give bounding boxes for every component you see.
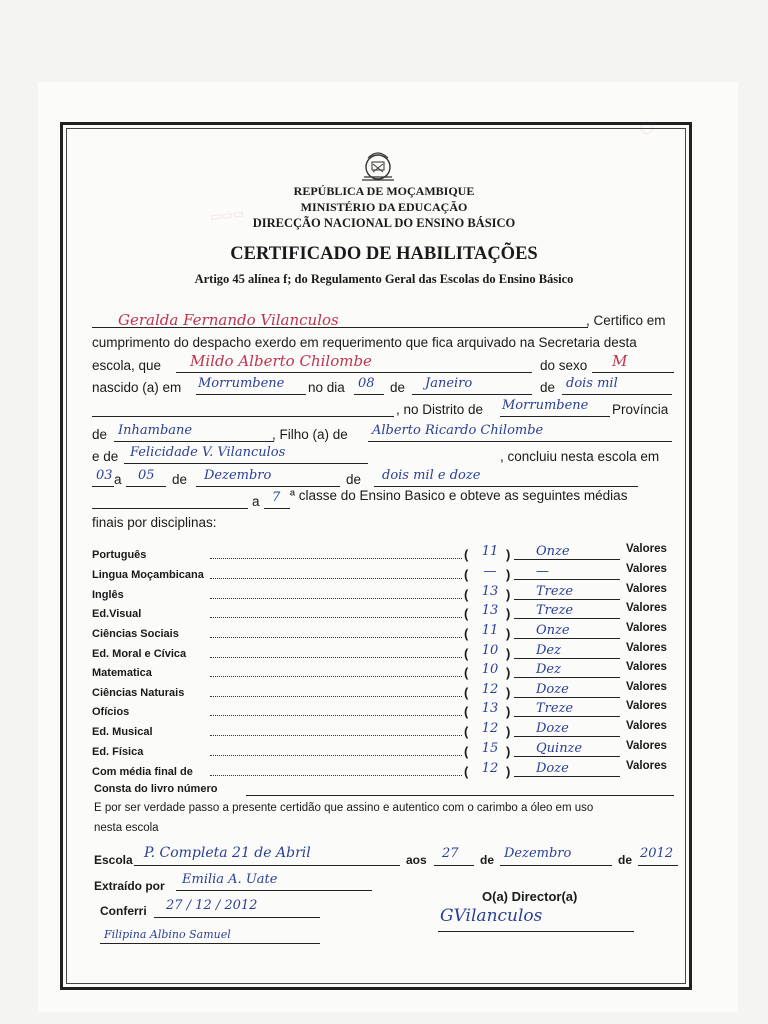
grade-words: Onze: [536, 544, 570, 559]
ministry-heading: MINISTÉRIO DA EDUCAÇÃO: [300, 200, 468, 214]
province-handwritten: Inhambane: [118, 423, 193, 438]
grade-subject: Ciências Sociais: [92, 628, 179, 640]
grade-subject: Ed. Musical: [92, 726, 153, 738]
grade-words: Doze: [536, 761, 569, 776]
score-close-paren: ): [506, 646, 511, 661]
grade-subject: Matematica: [92, 667, 152, 679]
republic-heading: REPÚBLICA DE MOÇAMBIQUE: [293, 184, 475, 198]
score-close-paren: ): [506, 685, 511, 700]
grade-words-line: [514, 697, 620, 698]
grade-words: Treze: [536, 603, 574, 618]
de-label-2: de: [540, 380, 556, 395]
month-handwritten: Dezembro: [504, 846, 572, 861]
e-de-label: e de: [92, 449, 119, 464]
score-open-paren: (: [464, 704, 469, 719]
aos-label: aos: [406, 853, 427, 867]
concluiu-label: , concluiu nesta escola em: [500, 449, 660, 464]
day-handwritten: 27: [442, 846, 459, 861]
conferri-date-handwritten: 27 / 12 / 2012: [166, 898, 258, 913]
grade-score: 13: [481, 701, 499, 716]
score-open-paren: (: [464, 587, 469, 602]
a-label: a: [114, 472, 122, 487]
score-open-paren: (: [464, 724, 469, 739]
grade-leader-dots: [210, 735, 462, 736]
grade-leader-dots: [210, 775, 462, 776]
grade-words: Doze: [536, 682, 569, 697]
score-close-paren: ): [506, 547, 511, 562]
valores-label: Valores: [626, 622, 667, 634]
grade-leader-dots: [210, 696, 462, 697]
director-name-handwritten: Geralda Fernando Vilanculos: [118, 311, 339, 329]
score-close-paren: ): [506, 567, 511, 582]
grade-leader-dots: [210, 637, 462, 638]
grade-leader-dots: [210, 676, 462, 677]
escola-que-label: escola, que: [92, 358, 162, 373]
grade-words: Onze: [536, 623, 570, 638]
year-handwritten: 2012: [640, 846, 674, 861]
grade-score: 15: [481, 741, 499, 756]
grade-score: 12: [481, 761, 499, 776]
grade-words: Quinze: [536, 741, 583, 756]
score-close-paren: ): [506, 764, 511, 779]
de-label-1: de: [390, 380, 406, 395]
certifico-text: , Certifico em: [586, 313, 666, 328]
score-open-paren: (: [464, 567, 469, 582]
sex-handwritten: M: [612, 352, 628, 370]
score-close-paren: ): [506, 665, 511, 680]
valores-label: Valores: [626, 720, 667, 732]
director-signature: GVilanculos: [440, 906, 543, 926]
grade-words: Doze: [536, 721, 569, 736]
provincia-label: Província: [612, 402, 669, 417]
grade-score: 11: [481, 623, 499, 638]
grade-score: —: [483, 564, 497, 579]
grade-words: Dez: [536, 662, 561, 677]
student-name-handwritten: Mildo Alberto Chilombe: [190, 352, 372, 370]
a-label-2: a: [252, 494, 260, 509]
grade-leader-dots: [210, 715, 462, 716]
verdade-line-2: nesta escola: [94, 822, 159, 834]
de-footer-label-2: de: [618, 853, 633, 867]
despacho-text: cumprimento do despacho exerdo em requerimento que fica arquivado na Secretaria desta: [92, 335, 637, 350]
grade-subject: Português: [92, 549, 147, 561]
de-label-4: de: [172, 472, 188, 487]
filho-label: , Filho (a) de: [272, 427, 348, 442]
score-close-paren: ): [506, 744, 511, 759]
certificate-title: CERTIFICADO DE HABILITAÇÕES: [230, 244, 538, 264]
grade-leader-dots: [210, 578, 462, 579]
finais-text: finais por disciplinas:: [92, 515, 217, 530]
director-label: O(a) Director(a): [482, 889, 578, 904]
distrito-label: , no Distrito de: [396, 402, 484, 417]
score-open-paren: (: [464, 626, 469, 641]
mozambique-emblem-icon: [359, 150, 397, 184]
grade-score: 13: [481, 584, 499, 599]
school-name-handwritten: P. Completa 21 de Abril: [144, 845, 311, 861]
grade-score: 12: [481, 682, 499, 697]
score-open-paren: (: [464, 685, 469, 700]
grade-words-line: [514, 559, 620, 560]
valores-label: Valores: [626, 563, 667, 575]
grade-subject: Inglês: [92, 589, 124, 601]
score-open-paren: (: [464, 665, 469, 680]
father-name-handwritten: Alberto Ricardo Chilombe: [372, 423, 544, 438]
grade-subject: Ed. Moral e Cívica: [92, 648, 187, 660]
de-footer-label: de: [480, 853, 495, 867]
grade-words-line: [514, 756, 620, 757]
grade-subject: Ofícios: [92, 706, 130, 718]
classe-text: ª classe do Ensino Basico e obteve as seguintes médias: [290, 488, 628, 503]
faint-stamp-mark-corner: ◯: [639, 119, 655, 135]
grade-score: 12: [481, 721, 499, 736]
escola-label: Escola: [94, 853, 133, 867]
score-open-paren: (: [464, 606, 469, 621]
grade-score: 10: [481, 643, 499, 658]
score-close-paren: ): [506, 587, 511, 602]
grade-words: Treze: [536, 584, 574, 599]
score-open-paren: (: [464, 646, 469, 661]
score-close-paren: ): [506, 626, 511, 641]
extraido-name-handwritten: Emilia A. Uate: [182, 872, 278, 887]
grade-leader-dots: [210, 617, 462, 618]
valores-label: Valores: [626, 700, 667, 712]
score-open-paren: (: [464, 764, 469, 779]
birth-year-handwritten: dois mil: [566, 376, 618, 391]
grade-subject: Ciências Naturais: [92, 687, 185, 699]
grade-score: 11: [481, 544, 499, 559]
conclusion-year-handwritten: dois mil e doze: [382, 468, 481, 483]
day-b-handwritten: 05: [138, 468, 155, 483]
grade-subject: Ed. Física: [92, 746, 144, 758]
extraido-label: Extraído por: [94, 879, 165, 893]
grade-score: 10: [481, 662, 499, 677]
valores-label: Valores: [626, 543, 667, 555]
score-close-paren: ): [506, 606, 511, 621]
livro-label: Consta do livro número: [94, 783, 218, 795]
grade-words: —: [536, 564, 549, 579]
grade-leader-dots: [210, 558, 462, 559]
grade-words-line: [514, 677, 620, 678]
valores-label: Valores: [626, 740, 667, 752]
nascido-label: nascido (a) em: [92, 380, 182, 395]
district-handwritten: Morrumbene: [502, 398, 589, 413]
birth-place-handwritten: Morrumbene: [198, 376, 285, 391]
certificate-subtitle: Artigo 45 alínea f; do Regulamento Geral das Escolas do Ensino Básico: [194, 272, 574, 286]
valores-label: Valores: [626, 583, 667, 595]
grade-words-line: [514, 736, 620, 737]
valores-label: Valores: [626, 661, 667, 673]
directorate-heading: DIRECÇÃO NACIONAL DO ENSINO BÁSICO: [252, 216, 516, 230]
grade-words: Dez: [536, 643, 561, 658]
grade-words-line: [514, 658, 620, 659]
grade-level-handwritten: 7: [272, 490, 281, 505]
valores-label: Valores: [626, 760, 667, 772]
birth-day-handwritten: 08: [358, 376, 375, 391]
conferri-signature: Filipina Albino Samuel: [104, 928, 231, 941]
sexo-label: do sexo: [540, 358, 588, 373]
score-close-paren: ): [506, 724, 511, 739]
faint-stamp-mark: ▭▭▭: [209, 206, 245, 224]
grade-words-line: [514, 579, 620, 580]
grade-words-line: [514, 638, 620, 639]
valores-label: Valores: [626, 681, 667, 693]
day-a-handwritten: 03: [96, 468, 113, 483]
grade-score: 13: [481, 603, 499, 618]
no-dia-label: no dia: [308, 380, 345, 395]
grade-words-line: [514, 716, 620, 717]
verdade-line-1: E por ser verdade passo a presente certidão que assino e autentico com o carimbo a óleo em uso: [94, 802, 594, 814]
grade-subject: Com média final de: [92, 766, 193, 778]
grade-words: Treze: [536, 701, 574, 716]
grade-words-line: [514, 599, 620, 600]
score-open-paren: (: [464, 547, 469, 562]
grade-subject: Ed.Visual: [92, 608, 142, 620]
score-open-paren: (: [464, 744, 469, 759]
conferri-label: Conferri: [100, 904, 147, 918]
mother-name-handwritten: Felicidade V. Vilanculos: [130, 445, 286, 460]
grade-words-line: [514, 776, 620, 777]
conclusion-month-handwritten: Dezembro: [204, 468, 272, 483]
score-close-paren: ): [506, 704, 511, 719]
birth-month-handwritten: Janeiro: [425, 376, 473, 391]
grade-words-line: [514, 618, 620, 619]
grade-leader-dots: [210, 657, 462, 658]
grade-subject: Lingua Moçambicana: [92, 569, 204, 581]
grade-leader-dots: [210, 755, 462, 756]
valores-label: Valores: [626, 642, 667, 654]
valores-label: Valores: [626, 602, 667, 614]
de-label-3: de: [92, 427, 108, 442]
grade-leader-dots: [210, 598, 462, 599]
de-label-5: de: [346, 472, 362, 487]
